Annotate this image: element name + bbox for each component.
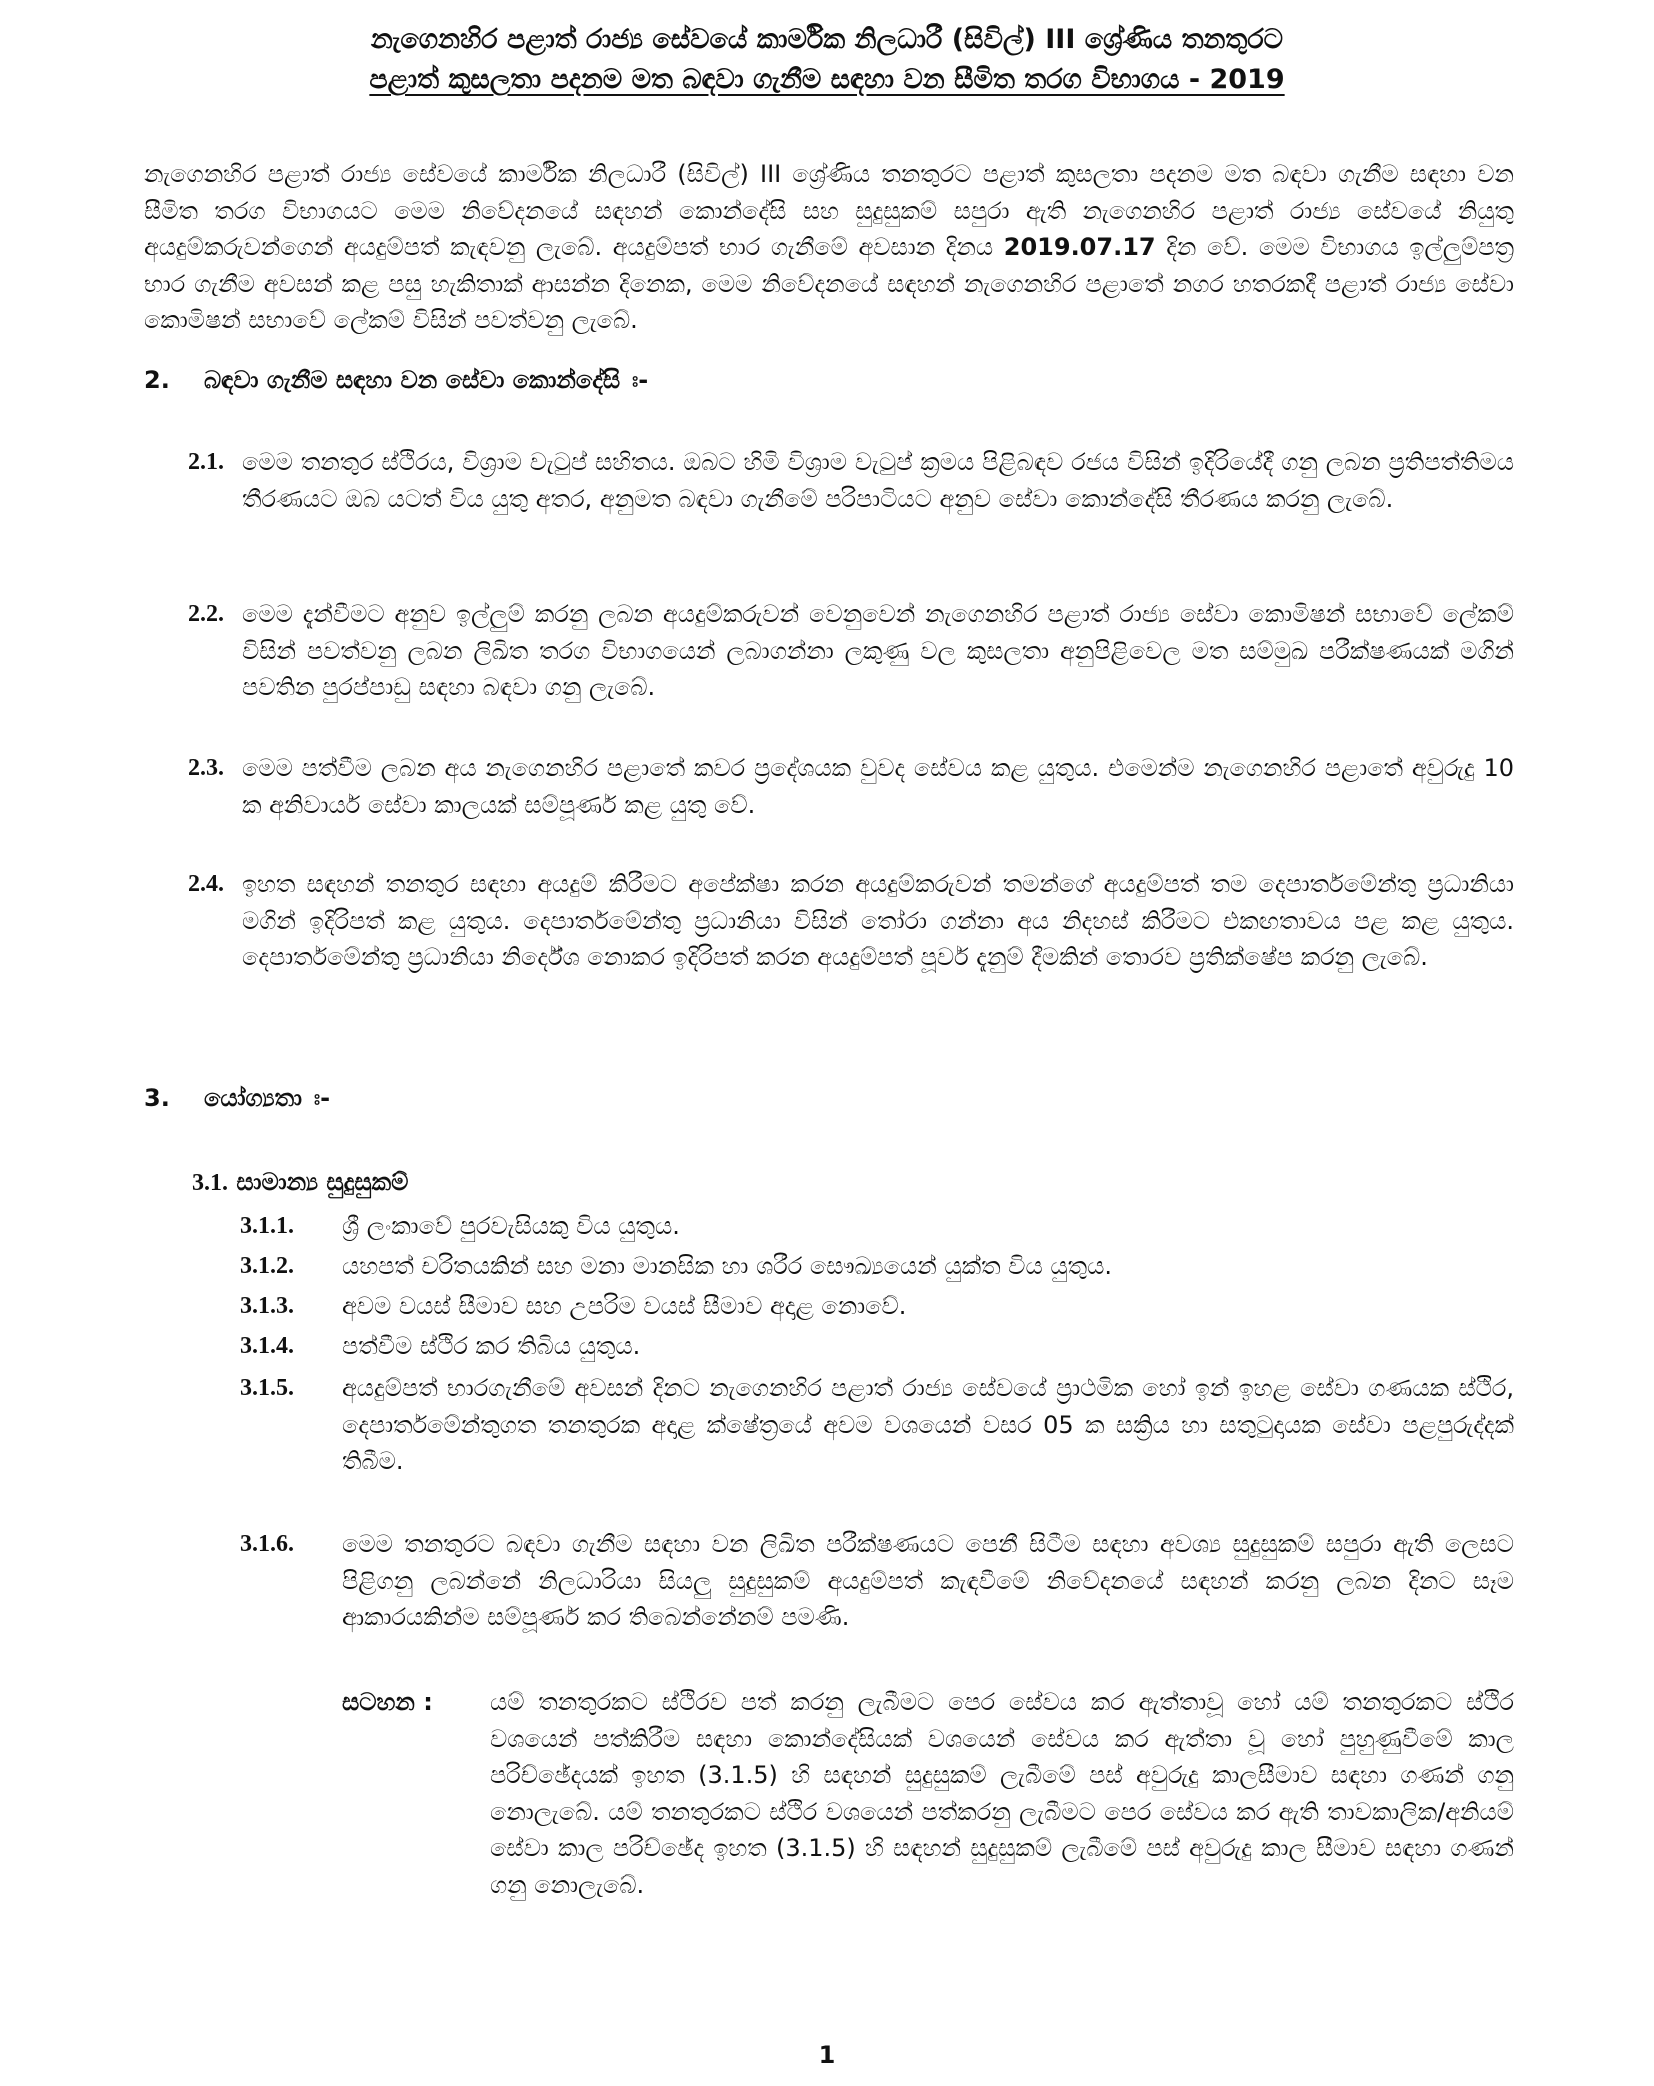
intro-text-before-date: නැගෙනහිර පළාත් රාජ්‍ය සේවයේ කාර්මික නිලධාරී (සිවිල්) III ශ්‍රේණිය තනතුරට පළාත් කුසලතා පදනම මත බඳවා ගැනීම සඳහා වන සීමිත තරග විභාගයට මෙම නිවේදනයේ සඳහන් කොන්දේසි සහ සුදුසුකම් සපුරා ඇති නැගෙනහිර පළාත් රාජ්‍ය සේවයේ නියුතු අයදුම්කරුවන්ගෙන් අයදුම්පත් කැඳවනු ලැබේ. අයදුම්පත් භාර ගැනීමේ අවසාන දිනය [144, 160, 1514, 261]
qualification-text: අවම වයස් සීමාව සහ උපරිම වයස් සීමාව අදාළ නොවේ. [342, 1292, 907, 1320]
qualification-text: ශ්‍රී ලංකාවේ පුරවැසියකු විය යුතුය. [342, 1212, 680, 1240]
page-number: 1 [818, 2041, 836, 2069]
section-3-number: 3. [144, 1084, 170, 1112]
closing-date: 2019.07.17 [1003, 233, 1156, 261]
clause-text: මෙම පත්වීම ලබන අය නැගෙනහිර පළාතේ කවර ප්‍රදේශයක වුවද සේවය කළ යුතුය. එමෙන්ම නැගෙනහිර පළාතේ අවුරුදු 10 ක අනිවාර්ය සේවා කාලයක් සම්පූර්ණ කළ යුතු වේ. [242, 754, 1514, 819]
qualification-number: 3.1.4. [240, 1333, 294, 1359]
clause-number: 2.4. [188, 871, 224, 897]
intro-text-after-date: දින වේ. මෙම විභාගය ඉල්ලුම්පත්‍ර භාර ගැනීම අවසන් කළ පසු හැකිතාක් ආසන්න දිනෙක, මෙම නිවේදනයේ සඳහන් නැගෙනහිර පළාතේ නගර හතරකදී පළාත් රාජ්‍ය සේවා කොමිෂන් සභාවේ ලේකම් විසින් පවත්වනු ලැබේ. [144, 233, 1514, 334]
subsection-title: සාමාන්‍ය සුදුසුකම් [236, 1168, 409, 1196]
qualification-text: මෙම තනතුරට බඳවා ගැනීම සඳහා වන ලිඛිත පරීක්ෂණයට පෙනී සිටීම සඳහා අවශ්‍ය සුදුසුකම් සපුරා ඇති ලෙසට පිළිගනු ලබන්නේ නිලධාරියා සියලු සුදුසුකම් අයදුම්පත් කැඳවීමේ නිවේදනයේ සඳහන් කරනු ලබන දිනට සෑම ආකාරයකින්ම සම්පූර්ණ කර තිබෙන්නේනම් පමණි. [342, 1530, 1514, 1631]
clause-text: මෙම තනතුර ස්ථිරය, විශ්‍රාම වැටුප් සහිතය. ඔබට හිමි විශ්‍රාම වැටුප් ක්‍රමය පිළිබඳව රජය විසින් ඉදිරියේදී ගනු ලබන ප්‍රතිපත්තිමය තීරණයට ඔබ යටත් විය යුතු අතර, අනුමත බඳවා ගැනීමේ පරිපාටියට අනුව සේවා කොන්දේසි තීරණය කරනු ලැබේ. [242, 448, 1514, 513]
clause-number: 2.1. [188, 449, 224, 475]
qualification-number: 3.1.1. [240, 1213, 294, 1239]
qualification-number: 3.1.5. [240, 1375, 294, 1401]
qualification-text: යහපත් චරිතයකින් සහ මනා මානසික හා ශරීර සෞඛ්‍යයෙන් යුක්ත විය යුතුය. [342, 1252, 1112, 1280]
note-label: සටහන : [342, 1688, 433, 1716]
section-3-title: යෝග්‍යතා ඃ- [204, 1084, 331, 1112]
clause-text: මෙම දැන්වීමට අනුව ඉල්ලුම් කරනු ලබන අයදුම්කරුවන් වෙනුවෙන් නැගෙනහිර පළාත් රාජ්‍ය සේවා කොමිෂන් සභාවේ ලේකම් විසින් පවත්වනු ලබන ලිඛිත තරග විභාගයෙන් ලබාගන්නා ලකුණු වල කුසලතා අනුපිළිවෙල මත සම්මුඛ පරීක්ෂණයක් මගින් පවතින පුරප්පාඩු සඳහා බඳවා ගනු ලැබේ. [242, 600, 1514, 701]
document-title-line-1: නැගෙනහිර පළාත් රාජ්‍ය සේවයේ කාර්මික නිලධාරී (සිවිල්) III ශ්‍රේණිය තනතුරට [370, 24, 1284, 55]
section-2-title: බඳවා ගැනීම සඳහා වන සේවා කොන්දේසි ඃ- [204, 366, 649, 394]
document-title-line-2: පළාත් කුසලතා පදනම මත බඳවා ගැනීම සඳහා වන සීමිත තරග විභාගය - 2019 [369, 64, 1285, 95]
section-2-number: 2. [144, 366, 170, 394]
qualification-text: පත්වීම ස්ථිර කර තිබිය යුතුය. [342, 1332, 641, 1360]
qualification-number: 3.1.3. [240, 1293, 294, 1319]
clause-number: 2.3. [188, 755, 224, 781]
subsection-number: 3.1. [192, 1170, 228, 1196]
qualification-text: අයදුම්පත් භාරගැනීමේ අවසන් දිනට නැගෙනහිර පළාත් රාජ්‍ය සේවයේ ප්‍රාථමික හෝ ඉන් ඉහළ සේවා ගණයක ස්ථිර, දෙපාර්තමේන්තුගත තනතුරක අදාළ ක්ෂේත්‍රයේ අවම වශයෙන් වසර 05 ක සක්‍රිය හා සතුටුදායක සේවා පළපුරුද්දක් තිබීම. [342, 1374, 1514, 1475]
clause-text: ඉහත සඳහන් තනතුර සඳහා අයදුම් කිරීමට අපේක්ෂා කරන අයදුම්කරුවන් තමන්ගේ අයදුම්පත් තම දෙපාර්තමේන්තු ප්‍රධානියා මගින් ඉදිරිපත් කළ යුතුය. දෙපාර්තමේන්තු ප්‍රධානියා විසින් තෝරා ගන්නා අය නිදහස් කිරීමට එකඟතාවය පළ කළ යුතුය. දෙපාර්තමේන්තු ප්‍රධානියා නිර්දේශ නොකර ඉදිරිපත් කරන අයදුම්පත් පූර්ව දැනුම් දීමකින් තොරව ප්‍රතික්ෂේප කරනු ලැබේ. [242, 870, 1514, 971]
qualification-number: 3.1.2. [240, 1253, 294, 1279]
subsection-3-1-heading [192, 1164, 408, 1201]
clause-number: 2.2. [188, 601, 224, 627]
note-text: යම් තනතුරකට ස්ථිරව පත් කරනු ලැබීමට පෙර සේවය කර ඇත්තාවූ හෝ යම් තනතුරකට ස්ථිර වශයෙන් පත්කිරීම සඳහා කොන්දේසියක් වශයෙන් සේවය කර ඇත්තා වූ හෝ පුහුණුවීමේ කාල පරිච්ඡේදයක් ඉහත (3.1.5) හි සඳහන් සුදුසුකම් ලැබීමේ පස් අවුරුදු කාලසීමාව සඳහා ගණන් ගනු නොලැබේ. යම් තනතුරකට ස්ථිර වශයෙන් පත්කරනු ලැබීමට පෙර සේවය කර ඇති තාවකාලික/අනියම් සේවා කාල පරිච්ඡේද ඉහත (3.1.5) හි සඳහන් සුදුසුකම් ලැබීමේ පස් අවුරුදු කාල සීමාව සඳහා ගණන් ගනු නොලැබේ. [490, 1688, 1514, 1899]
intro-paragraph [144, 156, 1514, 339]
qualification-number: 3.1.6. [240, 1531, 294, 1557]
